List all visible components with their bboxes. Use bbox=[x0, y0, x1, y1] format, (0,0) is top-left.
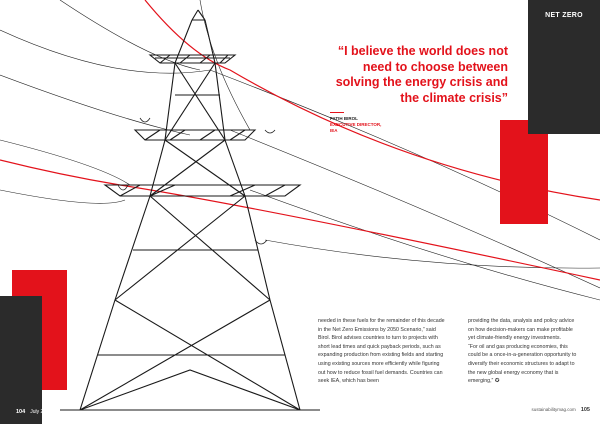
section-label: NET ZERO bbox=[545, 12, 583, 19]
body-column-left bbox=[318, 317, 446, 386]
body-paragraph: providing the data, analysis and policy advice on how decision-makers can make profitable yet climate-friendly energy investments. bbox=[468, 318, 575, 342]
quote-author-title: EXECUTIVE DIRECTOR, bbox=[330, 122, 382, 127]
page-number-left: 104 bbox=[16, 409, 26, 415]
end-mark-icon: ✪ bbox=[494, 378, 500, 385]
body-column-right bbox=[468, 317, 580, 386]
section-tab bbox=[528, 0, 600, 134]
body-paragraph: needed in these fuels for the remainder of this decade in the Net Zero Emissions by 2050 Scenario,” said Birol. Birol advises countries to turn to projects with short lead times and quick payback periods, such as expanding production from existing fields and starting using existing sources more efficiently while figuring out how to reduce fossil fuel demands. Countries can seek IEA, which has been bbox=[318, 318, 445, 385]
quote-author-name: FATIH BIROL bbox=[330, 116, 358, 121]
pull-quote: “I believe the world does not need to choose between solving the energy crisis and the climate crisis” bbox=[335, 44, 508, 105]
page-number-right: 105 bbox=[580, 407, 590, 413]
body-paragraph: “For oil and gas producing economies, this could be a once-in-a-generation opportunity to diversify their economic structures to adapt to the new global energy economy that is emerging,” ✪ bbox=[468, 343, 577, 385]
quote-author-role bbox=[330, 122, 390, 133]
issue-date: July 2022 bbox=[30, 409, 52, 415]
footer-right bbox=[490, 407, 590, 413]
quote-divider bbox=[330, 112, 344, 113]
site-url: sustainabilitymag.com bbox=[531, 407, 576, 412]
accent-block-dark-left bbox=[0, 296, 42, 424]
footer-left bbox=[16, 409, 52, 415]
accent-block-red bbox=[500, 120, 548, 224]
quote-author-org: IEA bbox=[330, 127, 338, 133]
